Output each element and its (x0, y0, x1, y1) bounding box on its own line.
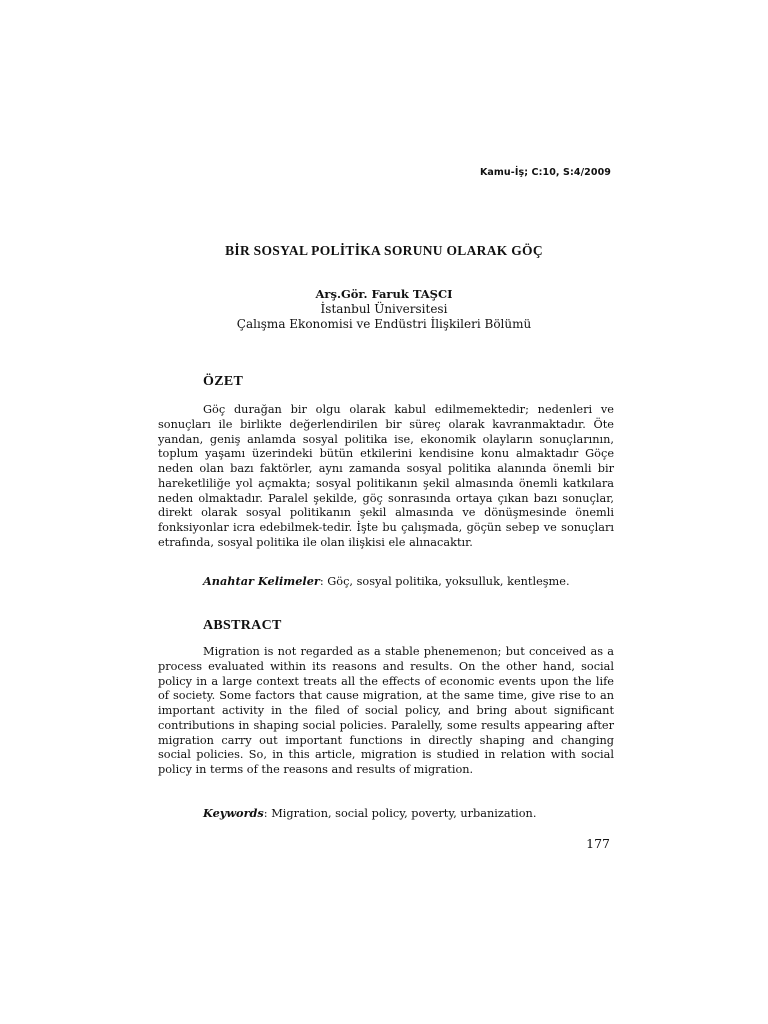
journal-reference: Kamu-İş; C:10, S:4/2009 (479, 167, 611, 178)
article-title: BİR SOSYAL POLİTİKA SORUNU OLARAK GÖÇ (225, 243, 543, 258)
abstract-keywords (203, 806, 536, 821)
abstract-paragraph: Migration is not regarded as a stable phenemenon; but conceived as a process evaluated within its reasons and results. On the other hand, social policy in a large context treats all the effects of economic events upon the life of society. Some factors that cause migration, at the same time, give rise to an important activity in the filed of social policy, and bring about significant contributions in shaping social policies. Paralelly, some results appearing after migration carry out important functions in directly shaping and changing social policies. So, in this article, migration is studied in relation with social policy in terms of the reasons and results of migration. (158, 645, 614, 776)
ozet-keywords (203, 574, 570, 589)
abstract-keywords-text: : Migration, social policy, poverty, urbanization. (263, 807, 537, 820)
abstract-heading: ABSTRACT (203, 618, 282, 633)
page-number: 177 (586, 836, 610, 851)
author-block (0, 287, 768, 332)
ozet-paragraph: Göç durağan bir olgu olarak kabul edilmemektedir; nedenleri ve sonuçları ile birlikte değerlendirilen bir süreç olarak kavranmaktadır. Öte yandan, geniş anlamda sosyal politika ise, ekonomik olayların sonuçlarının, toplum yaşamı üzerindeki bütün etkilerini kendisine konu almaktadır Göçe neden olan bazı faktörler, aynı zamanda sosyal politika alanında önemli bir hareketliliğe yol açmakta; sosyal politikanın şekil almasında önemli katkılara neden olmaktadır. Paralel şekilde, göç sonrasında ortaya çıkan bazı sonuçlar, direkt olarak sosyal politikanın şekil almasında ve dönüşmesinde önemli fonksiyonlar icra edebilmek-tedir. İşte bu çalışmada, göçün sebep ve sonuçları etrafında, sosyal politika ile olan ilişkisi ele alınacaktır. (158, 403, 614, 549)
author-university: İstanbul Üniversitesi (320, 302, 448, 316)
author-name: Arş.Gör. Faruk TAŞCI (315, 287, 453, 301)
abstract-keywords-label: Keywords (203, 806, 264, 820)
ozet-keywords-text: : Göç, sosyal politika, yoksulluk, kentleşme. (319, 575, 570, 588)
author-department: Çalışma Ekonomisi ve Endüstri İlişkileri Bölümü (236, 317, 532, 331)
ozet-heading: ÖZET (203, 374, 244, 389)
ozet-keywords-label: Anahtar Kelimeler (203, 574, 320, 588)
